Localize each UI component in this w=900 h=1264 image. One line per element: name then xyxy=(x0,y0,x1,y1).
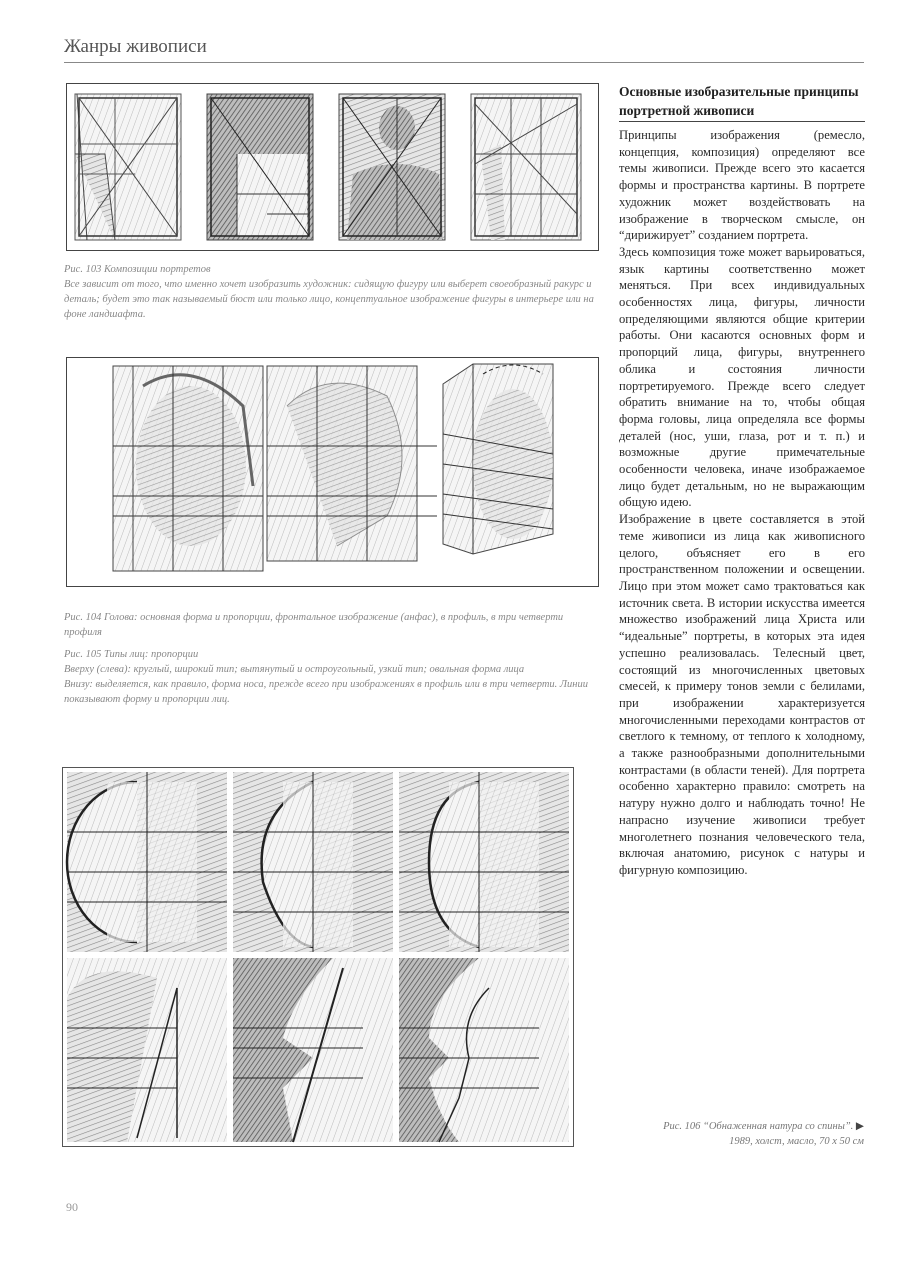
fig104-caption-text: Рис. 104 Голова: основная форма и пропорции, фронтальное изображение (анфас), в профиль, в три четверти профиля xyxy=(64,612,564,638)
fig106-caption-line1: Рис. 106 “Обнаженная натура со спины”. xyxy=(663,1121,854,1132)
head-frontal-sketch xyxy=(113,366,263,571)
article-heading: Основные изобразительные принципы портретной живописи xyxy=(619,84,859,118)
fig103-caption xyxy=(64,262,598,322)
profile-nose-type-3 xyxy=(399,958,569,1142)
article-paragraph-3: Изображение в цвете составляется в этой теме живописи из лица как живописного целого, объясняет его в его пространственном положении и освещении. Лицо при этом может само трактоваться как источник света. В истории искусства имеется множество изображений лица Христа или “идеальные” портреты, в которых эта идея успешно реализовалась. Телесный цвет, состоящий из многочисленных цветовых смесей, к примеру тонов земли с белилами, при изображении характеризуется многочисленными переходами контрастов от светлого к темному, от теплого к холодному, а также разнообразными дополнительными контрастами (в области теней). Для портрета особенно характерно правило: смотреть на натуру нужно долго и наблюдать точно! Не напрасно изучение живописи требует многолетнего познания человеческого тела, включая анатомию, рисунок с натуры и фигурную композицию. xyxy=(619,512,865,877)
profile-nose-type-2 xyxy=(233,958,393,1142)
composition-sketch-3 xyxy=(339,94,445,240)
head-profile-sketch xyxy=(267,366,437,561)
fig104-heads xyxy=(67,358,598,586)
face-type-round xyxy=(67,772,227,952)
fig104-frame xyxy=(66,357,599,587)
page-number: 90 xyxy=(66,1200,78,1214)
fig103-caption-text: Все зависит от того, что именно хочет изобразить художник: сидящую фигуру или выберет своеобразный ракурс и деталь; будет это так называемый бюст или только лицо, концептуальное изображение фигуры в интерьере или на фоне ландшафта. xyxy=(64,279,594,320)
article-heading-rule xyxy=(619,121,865,122)
article-body xyxy=(619,127,865,879)
running-header: Жанры живописи xyxy=(64,36,207,57)
fig103-sketches xyxy=(67,84,598,250)
fig106-caption xyxy=(604,1119,864,1149)
fig105-caption-top: Вверху (слева): круглый, широкий тип; вытянутый и остроугольный, узкий тип; овальная форма лица xyxy=(64,664,525,675)
fig104-caption xyxy=(64,610,598,640)
fig106-caption-line2: 1989, холст, масло, 70 х 50 см xyxy=(729,1136,864,1147)
face-type-oval xyxy=(399,772,569,952)
face-type-narrow xyxy=(233,772,393,952)
fig103-caption-title: Рис. 103 Композиции портретов xyxy=(64,264,211,275)
head-three-quarter-sketch xyxy=(443,364,553,554)
article-paragraph-1: Принципы изображения (ремесло, концепция, композиция) определяют все темы живописи. Прежде всего это касается формы и пространства картины. В портрете художник может воздействовать на изображение в творческом смысле, он “дирижирует” созданием портрета. xyxy=(619,128,865,243)
composition-sketch-2 xyxy=(207,94,313,240)
fig105-caption xyxy=(64,647,598,707)
fig105-face-types xyxy=(63,768,573,1146)
right-arrow-icon: ▶ xyxy=(855,1121,864,1132)
composition-sketch-1 xyxy=(75,94,181,240)
fig105-caption-bottom: Внизу: выделяется, как правило, форма носа, прежде всего при изображениях в профиль или в три четверти. Линии показывают форму и пропорции лиц. xyxy=(64,679,588,705)
fig105-caption-title: Рис. 105 Типы лиц: пропорции xyxy=(64,649,199,660)
fig105-frame xyxy=(62,767,574,1147)
article-paragraph-2: Здесь композиция тоже может варьироваться, язык картины соответственно может меняться. При всех индивидуальных особенностях лица, фигуры, личности определяющими являются общие критерии работы. Они касаются основных форм и пропорций лица, фигуры, внутреннего облика и состояния личности портретируемого. Прежде всего следует обратить внимание на то, чтобы общая форма головы, лица определяла все формы деталей (нос, уши, глаза, рот и т. п.) и возможные другие примечательные особенности человека, иначе изображаемое лицо будет детальным, но не выражающим общую идею. xyxy=(619,244,865,510)
profile-nose-type-1 xyxy=(67,958,227,1142)
composition-sketch-4 xyxy=(471,94,581,240)
fig103-frame xyxy=(66,83,599,251)
header-rule xyxy=(64,62,864,63)
